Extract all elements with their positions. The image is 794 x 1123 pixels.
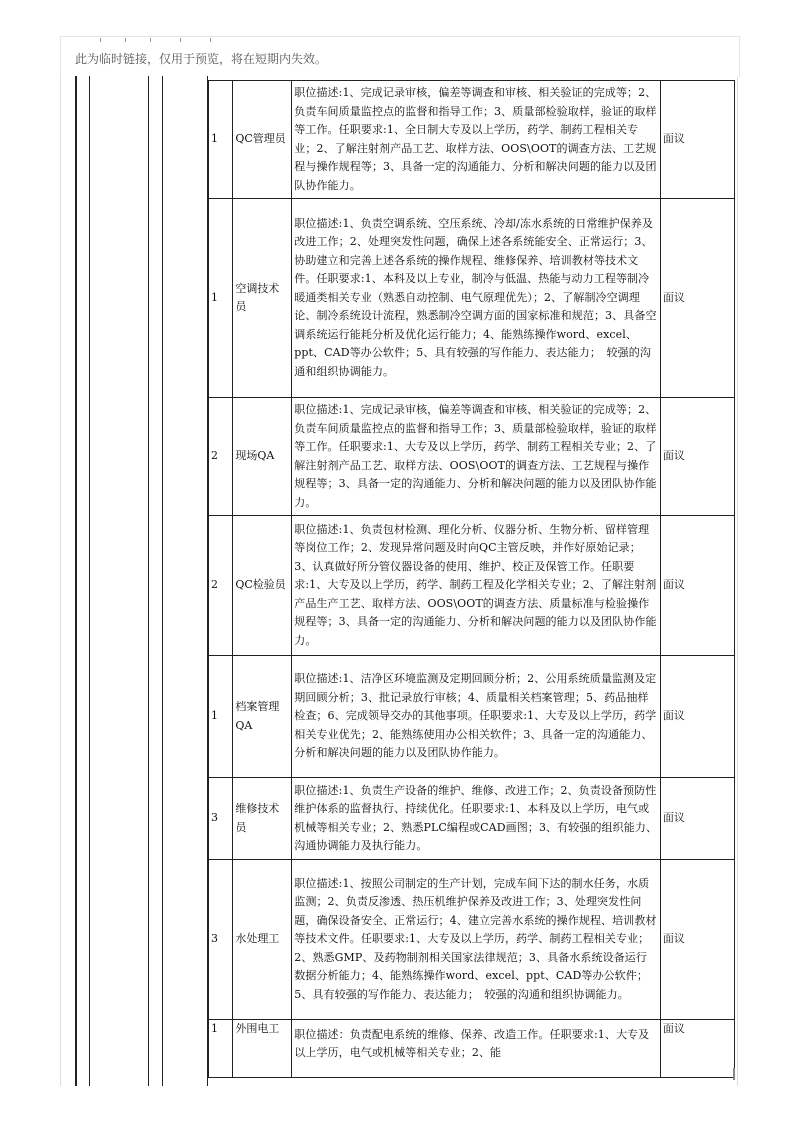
description-cell: 职位描述:1、负责生产设备的维护、维修、改进工作；2、负责设备预防性维护体系的监督执行、持续优化。任职要求:1、本科及以上学历，电气或机械等相关专业；2、熟悉PLC编程或CAD画图；3、有较强的组织能力、沟通协调能力及执行能力。 [292, 778, 661, 860]
position-cell: 空调技术员 [233, 199, 292, 398]
table-row [209, 1020, 735, 1078]
headcount-cell: 2 [209, 398, 233, 516]
page-edge-left [60, 36, 61, 1086]
table-row [209, 516, 735, 656]
ruler-tick [210, 38, 211, 42]
ruler-tick [180, 38, 181, 42]
description-cell: 职位描述:1、完成记录审核，偏差等调查和审核、相关验证的完成等；2、负责车间质量监控点的监督和指导工作；3、质量部检验取样，验证的取样等工作。任职要求:1、大专及以上学历，药学、制药工程相关专业；2、了解注射剂产品工艺、取样方法、OOS\OOT的调查方法、工艺规程与操作规程等；3、具备一定的沟通能力、分析和解决问题的能力以及团队协作能力。 [292, 398, 661, 516]
salary-cell: 面议 [660, 199, 734, 398]
position-cell: 现场QA [233, 398, 292, 516]
description-cell: 职位描述:1、完成记录审核，偏差等调查和审核、相关验证的完成等；2、负责车间质量监控点的监督和指导工作；3、质量部检验取样，验证的取样等工作。任职要求:1、全日制大专及以上学历，药学、制药工程相关专业；2、了解注射剂产品工艺、取样方法、OOS\OOT的调查方法、工艺规程与操作规程等；3、具备一定的沟通能力、分析和解决问题的能力以及团队协作能力。 [292, 81, 661, 199]
position-cell: 档案管理QA [233, 656, 292, 778]
headcount-cell: 1 [209, 81, 233, 199]
salary-cell: 面议 [660, 81, 734, 199]
headcount-cell: 3 [209, 860, 233, 1020]
ruler-tick [100, 38, 101, 42]
position-cell: 维修技术员 [233, 778, 292, 860]
ruler-tick [125, 38, 126, 42]
table-row [209, 398, 735, 516]
salary-cell: 面议 [660, 398, 734, 516]
description-cell: 职位描述:1、负责空调系统、空压系统、冷却/冻水系统的日常维护保养及改进工作；2、处理突发性问题，确保上述各系统能安全、正常运行；3、协助建立和完善上述各系统的操作规程、维修保养、培训教材等技术文件。任职要求:1、本科及以上专业，制冷与低温、热能与动力工程等制冷暖通类相关专业（熟悉自动控制、电气原理优先）；2、了解制冷空调理论、制冷系统设计流程，熟悉制冷空调方面的国家标准和规范；3、具备空调系统运行能耗分析及优化运行能力；4、能熟练操作word、excel、ppt、CAD等办公软件；5、具有较强的写作能力、表达能力； 较强的沟通和组织协调能力。 [292, 199, 661, 398]
table-column-rule [148, 76, 149, 1086]
ruler-tick [150, 38, 151, 42]
salary-cell: 面议 [660, 778, 734, 860]
description-text: 职位描述：负责配电系统的维修、保养、改造工作。任职要求:1、大专及以上学历，电气或机械等相关专业；2、能 [294, 1027, 650, 1059]
table-row [209, 656, 735, 778]
table-row [209, 199, 735, 398]
headcount-cell: 3 [209, 778, 233, 860]
headcount-cell: 2 [209, 516, 233, 656]
headcount-cell: 1 [209, 1020, 233, 1078]
salary-cell: 面议 [660, 1020, 734, 1078]
description-cell: 职位描述:1、按照公司制定的生产计划，完成车间下达的制水任务，水质监测；2、负责反渗透、热压机维护保养及改进工作；3、处理突发性问题，确保设备安全、正常运行；4、建立完善水系统的操作规程、培训教材等技术文件。任职要求:1、大专及以上学历，药学、制药工程相关专业；2、熟悉GMP、及药物制剂相关国家法律规范；3、具备水系统设备运行数据分析能力；4、能熟练操作word、excel、ppt、CAD等办公软件；5、具有较强的写作能力、表达能力； 较强的沟通和组织协调能力。 [292, 860, 661, 1020]
description-cell [292, 1020, 661, 1078]
salary-cell: 面议 [660, 656, 734, 778]
description-cell: 职位描述:1、洁净区环境监测及定期回顾分析；2、公用系统质量监测及定期回顾分析；3、批记录放行审核；4、质量相关档案管理；5、药品抽样检查；6、完成领导交办的其他事项。任职要求:1、大专及以上学历，药学相关专业优先；2、能熟练使用办公相关软件；3、具备一定的沟通能力、分析和解决问题的能力以及团队协作能力。 [292, 656, 661, 778]
table-row [209, 81, 735, 199]
table-column-rule [75, 76, 77, 1086]
table-column-rule [162, 76, 163, 1086]
position-cell: 外围电工 [233, 1020, 292, 1078]
salary-cell: 面议 [660, 860, 734, 1020]
salary-cell: 面议 [660, 516, 734, 656]
page-edge-right [737, 36, 738, 1086]
table-row [209, 860, 735, 1020]
preview-notice: 此为临时链接，仅用于预览，将在短期内失效。 [75, 52, 328, 66]
headcount-cell: 1 [209, 199, 233, 398]
position-cell: QC检验员 [233, 516, 292, 656]
table-row [209, 778, 735, 860]
description-cell: 职位描述:1、负责包材检测、理化分析、仪器分析、生物分析、留样管理等岗位工作；2、发现异常问题及时向QC主管反映，并作好原始记录；3、认真做好所分管仪器设备的使用、维护、校正及保管工作。任职要求:1、大专及以上学历，药学、制药工程及化学相关专业；2、了解注射剂产品生产工艺、取样方法、OOS\OOT的调查方法、质量标准与检验操作规程等；3、具备一定的沟通能力、分析和解决问题的能力以及团队协作能力。 [292, 516, 661, 656]
headcount-cell: 1 [209, 656, 233, 778]
position-cell: QC管理员 [233, 81, 292, 199]
table-column-rule [89, 76, 90, 1086]
position-cell: 水处理工 [233, 860, 292, 1020]
job-listing-table [208, 80, 735, 1078]
scroll-indicator[interactable] [733, 1068, 735, 1080]
